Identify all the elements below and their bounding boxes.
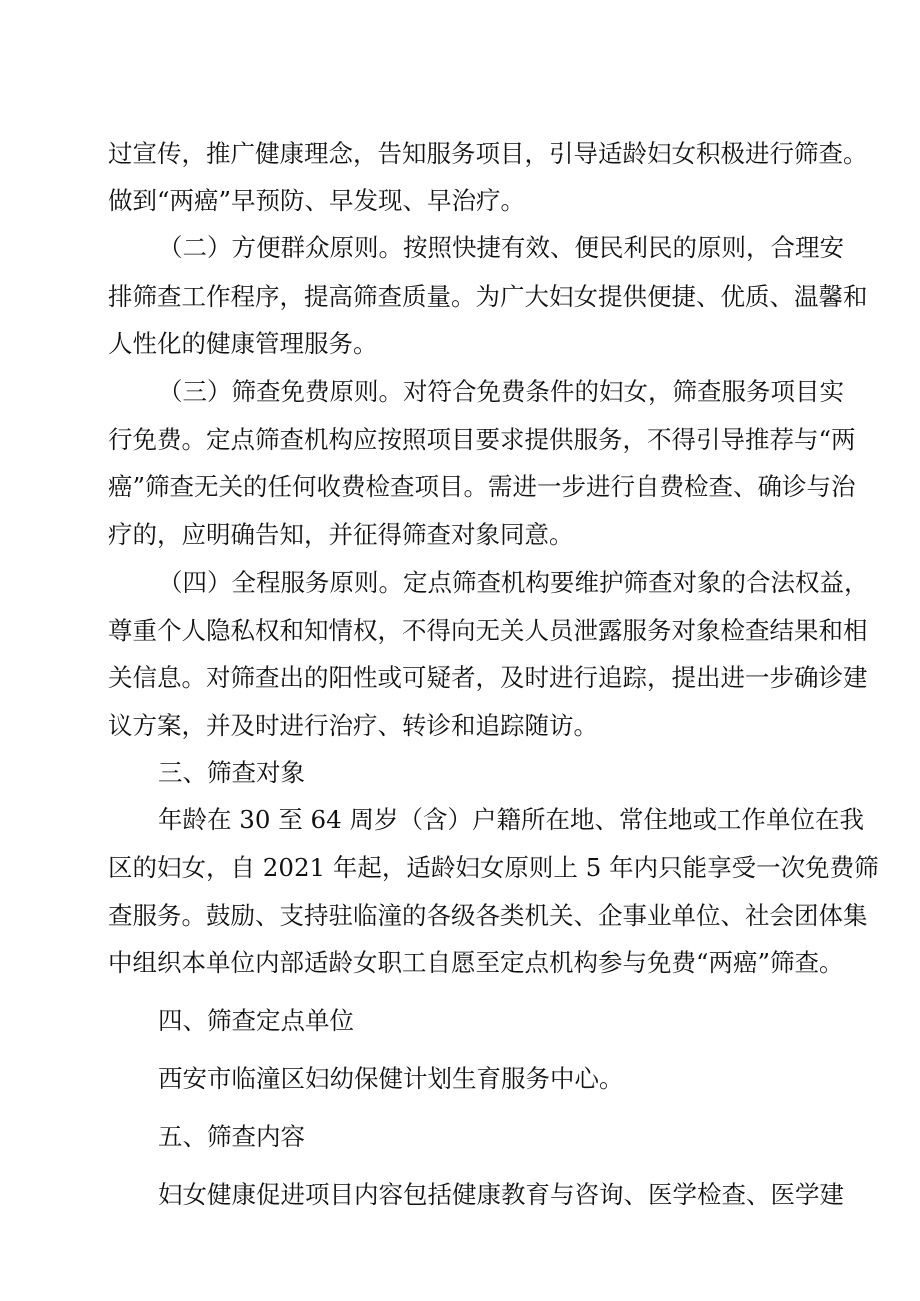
body-text-line: 区的妇女，自 2021 年起，适龄妇女原则上 5 年内只能享受一次免费筛	[108, 853, 879, 882]
body-text-line: 癌”筛查无关的任何收费检查项目。需进一步进行自费检查、确诊与治	[108, 472, 856, 501]
body-text-line: 年龄在 30 至 64 周岁（含）户籍所在地、常住地或工作单位在我	[158, 805, 864, 834]
section-heading-designated-unit: 四、筛查定点单位	[158, 1006, 354, 1035]
body-text-line: 疗的，应明确告知，并征得筛查对象同意。	[108, 520, 574, 549]
body-text-line: 做到“两癌”早预防、早发现、早治疗。	[108, 186, 526, 215]
body-text-line: 查服务。鼓励、支持驻临潼的各级各类机关、企事业单位、社会团体集	[108, 901, 868, 930]
section-heading-screening-targets: 三、筛查对象	[158, 758, 305, 787]
body-text-line: 尊重个人隐私权和知情权，不得向无关人员泄露服务对象检查结果和相	[108, 616, 868, 645]
body-text-line: 人性化的健康管理服务。	[108, 329, 378, 358]
body-text-line: 中组织本单位内部适龄女职工自愿至定点机构参与免费“两癌”筛查。	[108, 948, 844, 977]
body-text-line: 关信息。对筛查出的阳性或可疑者，及时进行追踪，提出进一步确诊建	[108, 663, 868, 692]
section-heading-screening-content: 五、筛查内容	[158, 1122, 305, 1151]
body-text-line: 议方案，并及时进行治疗、转诊和追踪随访。	[108, 711, 598, 740]
body-text-line: 西安市临潼区妇幼保健计划生育服务中心。	[158, 1064, 624, 1093]
paragraph-heading-free: （三）筛查免费原则。对符合免费条件的妇女，筛查服务项目实	[158, 377, 844, 406]
body-text-line: 行免费。定点筛查机构应按照项目要求提供服务，不得引导推荐与“两	[108, 425, 856, 454]
body-text-line: 排筛查工作程序，提高筛查质量。为广大妇女提供便捷、优质、温馨和	[108, 282, 868, 311]
body-text-line: 过宣传，推广健康理念，告知服务项目，引导适龄妇女积极进行筛查。	[108, 139, 868, 168]
body-text-line: 妇女健康促进项目内容包括健康教育与咨询、医学检查、医学建	[158, 1180, 844, 1209]
paragraph-heading-full-service: （四）全程服务原则。定点筛查机构要维护筛查对象的合法权益，	[158, 568, 869, 597]
paragraph-heading-convenience: （二）方便群众原则。按照快捷有效、便民利民的原则，合理安	[158, 233, 844, 262]
